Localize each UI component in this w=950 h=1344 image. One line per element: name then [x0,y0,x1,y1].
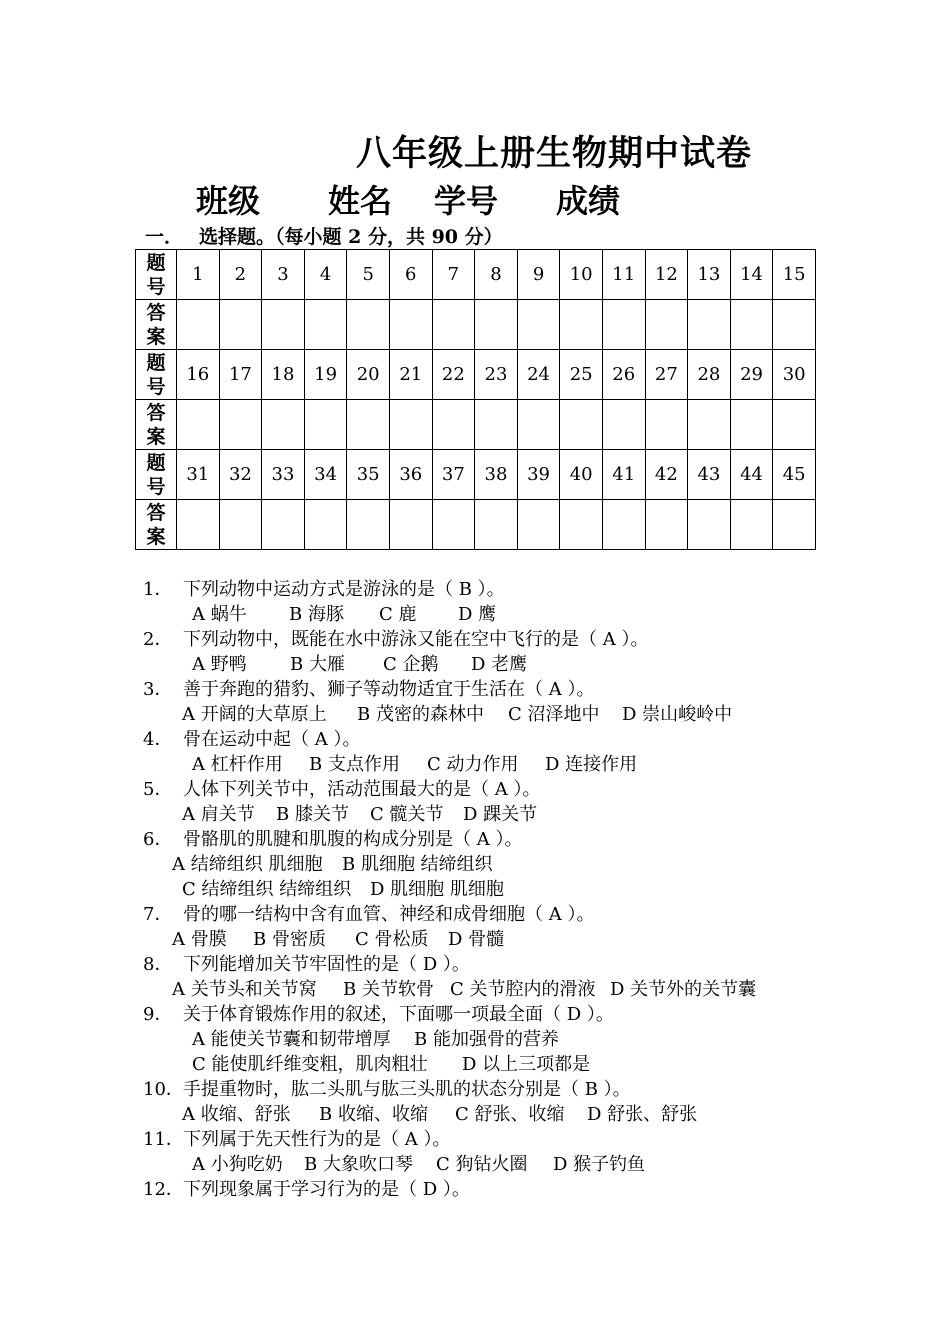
header-char: 答 [146,301,166,324]
header-char: 题 [146,251,166,274]
answer-option: A 蜗牛 [192,604,247,625]
answer-option: D 崇山峻岭中 [622,704,733,725]
answer-cell[interactable] [262,300,305,350]
answer-option: C 鹿 [379,604,417,625]
answer-option: B 收缩、收缩 [319,1104,428,1125]
answer-cell[interactable] [475,500,518,550]
question-number-cell: 23 [475,350,518,400]
answer-cell[interactable] [645,400,688,450]
question-number-cell: 27 [645,350,688,400]
answer-option: D 肌细胞 肌细胞 [370,879,504,900]
answer-option: A 关节头和关节窝 [172,979,317,1000]
option-line [0,1052,950,1077]
answer-option: B 能加强骨的营养 [414,1029,559,1050]
question-number-cell: 33 [262,450,305,500]
answer-option: C 关节腔内的滑液 [450,979,596,1000]
answer-option: A 收缩、舒张 [182,1104,291,1125]
header-char: 案 [146,525,166,548]
score-label: 成绩 [556,182,621,220]
question-text: 骨在运动中起（ A ）。 [183,729,361,750]
question-number-row [136,450,816,500]
question-number-header [136,350,177,400]
answer-cell[interactable] [389,400,432,450]
answer-option: B 茂密的森林中 [357,704,484,725]
option-line [0,602,950,627]
answer-option: D 以上三项都是 [462,1054,591,1075]
option-line [0,1152,950,1177]
question-number-cell: 5 [347,250,390,300]
page-title: 八年级上册生物期中试卷 [356,133,753,174]
answer-cell[interactable] [475,400,518,450]
answer-cell[interactable] [177,400,220,450]
answer-cell[interactable] [560,400,603,450]
question-number-cell: 19 [304,350,347,400]
option-line [0,802,950,827]
answer-cell[interactable] [389,500,432,550]
question-number-cell: 2 [219,250,262,300]
answer-cell[interactable] [304,500,347,550]
question-number-cell: 21 [389,350,432,400]
question-number-cell: 39 [517,450,560,500]
question-number-cell: 12 [645,250,688,300]
answer-cell[interactable] [262,500,305,550]
question-number: 2． [143,629,173,650]
answer-cell[interactable] [475,300,518,350]
answer-cell[interactable] [219,400,262,450]
option-line [0,977,950,1002]
answer-cell[interactable] [517,400,560,450]
question-number-cell: 34 [304,450,347,500]
answer-cell[interactable] [347,500,390,550]
question-number-cell: 11 [602,250,645,300]
question-number-cell: 36 [389,450,432,500]
question-number-cell: 26 [602,350,645,400]
class-label: 班级 [196,182,261,220]
question-number-cell: 25 [560,350,603,400]
answer-cell[interactable] [517,300,560,350]
question-stem [143,902,843,927]
question-text: 下列属于先天性行为的是（ A ）。 [183,1129,451,1150]
answer-option: D 舒张、舒张 [587,1104,698,1125]
answer-cell[interactable] [389,300,432,350]
answer-cell[interactable] [773,300,816,350]
answer-option: A 小狗吃奶 [192,1154,283,1175]
header-char: 案 [146,325,166,348]
answer-cell[interactable] [177,300,220,350]
question-number-cell: 41 [602,450,645,500]
answer-header [136,300,177,350]
header-char: 案 [146,425,166,448]
option-line [0,877,950,902]
answer-cell[interactable] [432,500,475,550]
answer-header [136,500,177,550]
answer-option: C 髋关节 [370,804,444,825]
question-stem [143,1077,843,1102]
answer-cell[interactable] [262,400,305,450]
question-text: 下列动物中，既能在水中游泳又能在空中飞行的是（ A ）。 [183,629,649,650]
question-number-cell: 32 [219,450,262,500]
question-number-cell: 4 [304,250,347,300]
option-line [0,752,950,777]
question-number-cell: 31 [177,450,220,500]
answer-option: C 舒张、收缩 [455,1104,565,1125]
question-text: 下列动物中运动方式是游泳的是（ B ）。 [183,579,505,600]
question-number-row [136,350,816,400]
section-number: 一． [145,226,184,248]
question-number-cell: 7 [432,250,475,300]
answer-option: C 骨松质 [355,929,429,950]
question-number: 10． [143,1079,184,1100]
question-number: 12． [143,1179,184,1200]
question-stem [143,677,843,702]
answer-row [136,300,816,350]
question-number-cell: 18 [262,350,305,400]
answer-cell[interactable] [560,500,603,550]
answer-cell[interactable] [773,400,816,450]
question-text: 手提重物时，肱二头肌与肱三头肌的状态分别是（ B ）。 [183,1079,631,1100]
question-number-cell: 17 [219,350,262,400]
question-number: 6． [143,829,173,850]
answer-cell[interactable] [304,300,347,350]
question-text: 下列能增加关节牢固性的是（ D ）。 [183,954,470,975]
answer-option: A 野鸭 [192,654,247,675]
answer-option: B 大雁 [290,654,345,675]
question-text: 关于体育锻炼作用的叙述，下面哪一项最全面（ D ）。 [183,1004,614,1025]
question-number-cell: 29 [730,350,773,400]
name-label: 姓名 [328,182,393,220]
answer-option: C 动力作用 [427,754,519,775]
question-number: 8． [143,954,173,975]
answer-option: B 骨密质 [253,929,326,950]
question-number-cell: 35 [347,450,390,500]
option-line [0,927,950,952]
question-stem [143,827,843,852]
question-number-cell: 15 [773,250,816,300]
answer-cell[interactable] [517,500,560,550]
answer-cell[interactable] [688,400,731,450]
answer-cell[interactable] [304,400,347,450]
answer-option: C 能使肌纤维变粗，肌肉粗壮 [192,1054,428,1075]
question-number-cell: 42 [645,450,688,500]
question-stem [143,577,843,602]
answer-option: A 开阔的大草原上 [182,704,327,725]
question-stem [143,1002,843,1027]
question-number-cell: 37 [432,450,475,500]
header-char: 号 [146,275,166,298]
answer-option: A 结缔组织 肌细胞 [172,854,323,875]
question-number-cell: 44 [730,450,773,500]
question-stem [143,1177,843,1202]
answer-cell[interactable] [645,300,688,350]
student-number-label: 学号 [434,182,499,220]
answer-cell[interactable] [177,500,220,550]
question-number-header [136,250,177,300]
question-text: 下列现象属于学习行为的是（ D ）。 [183,1179,470,1200]
answer-cell[interactable] [219,300,262,350]
question-number-cell: 16 [177,350,220,400]
answer-option: C 企鹅 [383,654,439,675]
answer-option: A 骨膜 [172,929,227,950]
answer-option: A 能使关节囊和韧带增厚 [192,1029,391,1050]
answer-option: C 狗钻火圈 [436,1154,528,1175]
option-line [0,1027,950,1052]
question-number-cell: 30 [773,350,816,400]
question-number-cell: 45 [773,450,816,500]
section-heading [145,222,503,249]
question-number-cell: 14 [730,250,773,300]
answer-cell[interactable] [560,300,603,350]
answer-cell[interactable] [730,500,773,550]
question-number-cell: 8 [475,250,518,300]
question-stem [143,627,843,652]
question-number-cell: 6 [389,250,432,300]
option-line [0,702,950,727]
header-char: 题 [146,351,166,374]
answer-option: B 膝关节 [276,804,349,825]
question-number-cell: 10 [560,250,603,300]
option-line [0,852,950,877]
question-number-cell: 9 [517,250,560,300]
header-char: 号 [146,475,166,498]
question-stem [143,727,843,752]
header-char: 题 [146,451,166,474]
answer-grid [135,249,816,550]
question-number-header [136,450,177,500]
question-number-cell: 1 [177,250,220,300]
answer-cell[interactable] [347,400,390,450]
answer-option: D 骨髓 [448,929,505,950]
answer-cell[interactable] [730,400,773,450]
answer-cell[interactable] [688,300,731,350]
answer-cell[interactable] [432,300,475,350]
answer-option: B 关节软骨 [343,979,434,1000]
question-text: 骨的哪一结构中含有血管、神经和成骨细胞（ A ）。 [183,904,595,925]
question-number-cell: 43 [688,450,731,500]
answer-option: D 猴子钓鱼 [553,1154,646,1175]
question-number: 5． [143,779,173,800]
question-text: 骨骼肌的肌腱和肌腹的构成分别是（ A ）。 [183,829,523,850]
question-number-cell: 3 [262,250,305,300]
answer-option: D 老鹰 [471,654,528,675]
answer-cell[interactable] [602,500,645,550]
answer-cell[interactable] [730,300,773,350]
question-stem [143,777,843,802]
answer-cell[interactable] [688,500,731,550]
question-number: 3． [143,679,173,700]
question-number: 1． [143,579,173,600]
answer-option: C 沼泽地中 [508,704,600,725]
question-number-row [136,250,816,300]
question-text: 善于奔跑的猎豹、狮子等动物适宜于生活在（ A ）。 [183,679,595,700]
option-line [0,652,950,677]
question-stem [143,952,843,977]
answer-option: A 肩关节 [182,804,255,825]
answer-option: B 大象吹口琴 [304,1154,413,1175]
question-text: 人体下列关节中，活动范围最大的是（ A ）。 [183,779,541,800]
question-number-cell: 40 [560,450,603,500]
header-char: 号 [146,375,166,398]
question-number-cell: 24 [517,350,560,400]
answer-cell[interactable] [773,500,816,550]
answer-option: D 鹰 [458,604,497,625]
question-number: 4． [143,729,173,750]
answer-row [136,500,816,550]
question-number-cell: 38 [475,450,518,500]
question-number-cell: 20 [347,350,390,400]
student-info-line [0,176,950,224]
answer-cell[interactable] [219,500,262,550]
answer-option: A 杠杆作用 [192,754,283,775]
header-char: 答 [146,401,166,424]
answer-cell[interactable] [645,500,688,550]
answer-option: D 关节外的关节囊 [610,979,757,1000]
question-number: 7． [143,904,173,925]
answer-cell[interactable] [602,300,645,350]
question-number: 11． [143,1129,184,1150]
answer-cell[interactable] [432,400,475,450]
question-stem [143,1127,843,1152]
answer-header [136,400,177,450]
answer-option: C 结缔组织 结缔组织 [182,879,352,900]
answer-option: B 肌细胞 结缔组织 [342,854,493,875]
answer-option: B 支点作用 [309,754,400,775]
question-number-cell: 28 [688,350,731,400]
answer-option: B 海豚 [289,604,344,625]
answer-row [136,400,816,450]
answer-option: D 连接作用 [545,754,638,775]
option-line [0,1102,950,1127]
answer-cell[interactable] [602,400,645,450]
answer-cell[interactable] [347,300,390,350]
question-number: 9． [143,1004,173,1025]
question-number-cell: 13 [688,250,731,300]
answer-option: D 踝关节 [463,804,538,825]
header-char: 答 [146,501,166,524]
question-number-cell: 22 [432,350,475,400]
section-heading-text: 选择题。（每小题 2 分，共 90 分） [199,226,503,248]
